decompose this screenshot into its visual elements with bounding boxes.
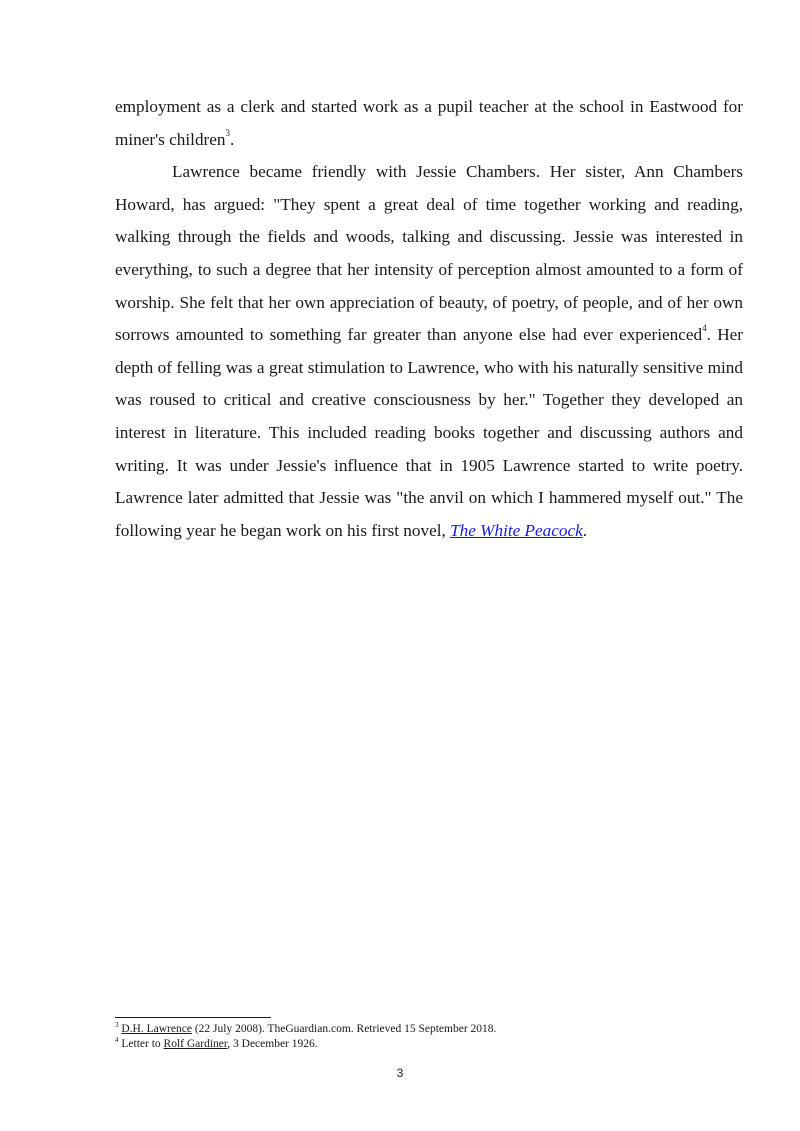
paragraph-1-end: . — [230, 129, 235, 149]
footnote-3-text: (22 July 2008). TheGuardian.com. Retrieved 15 September 2018. — [191, 1023, 497, 1035]
footnote-4-number: 4 — [115, 1036, 119, 1045]
footnote-ref-4[interactable]: 4 — [702, 323, 707, 334]
footnote-4-prefix: Letter to — [118, 1038, 164, 1050]
footnote-4-text: , 3 December 1926. — [227, 1038, 318, 1050]
paragraph-2-text-a: Lawrence became friendly with Jessie Chambers. Her sister, Ann Chambers Howard, has argued: "They spent a great deal of time together working and reading, walking through the fields and woods, talking and discussing. Jessie was interested in everything, to such a degree that her intensity of perception almost amounted to a form of worship. She felt that her own appreciation of beauty, of poetry, of people, and of her own sorrows amounted to something far greater than anyone else had ever experienced — [115, 162, 743, 345]
paragraph-1 — [115, 91, 743, 156]
paragraph-2-text-b: . Her depth of felling was a great stimulation to Lawrence, who with his naturally sensitive mind was roused to critical and creative consciousness by her." Together they developed an interest in literature. This included reading books together and discussing authors and writing. It was under Jessie's influence that in 1905 Lawrence started to write poetry. Lawrence later admitted that Jessie was "the anvil on which I hammered myself out." The following year he began work on his first novel, — [115, 325, 743, 540]
paragraph-2 — [115, 156, 743, 547]
paragraph-2-end: . — [582, 520, 588, 540]
footnote-separator — [115, 1017, 271, 1018]
body-text — [115, 91, 743, 547]
the-white-peacock-link[interactable]: The White Peacock — [450, 520, 583, 540]
paragraph-1-text: employment as a clerk and started work as a pupil teacher at the school in Eastwood for miner's children — [115, 97, 743, 149]
footnote-3 — [115, 1022, 745, 1037]
footnotes — [115, 1022, 745, 1052]
page-number: 3 — [396, 1066, 404, 1080]
footnote-3-link[interactable]: D.H. Lawrence — [121, 1023, 192, 1035]
footnote-3-number: 3 — [115, 1021, 119, 1030]
footnote-4-link[interactable]: Rolf Gardiner — [163, 1038, 228, 1050]
footnote-ref-3[interactable]: 3 — [225, 127, 230, 138]
footnote-4 — [115, 1037, 745, 1052]
